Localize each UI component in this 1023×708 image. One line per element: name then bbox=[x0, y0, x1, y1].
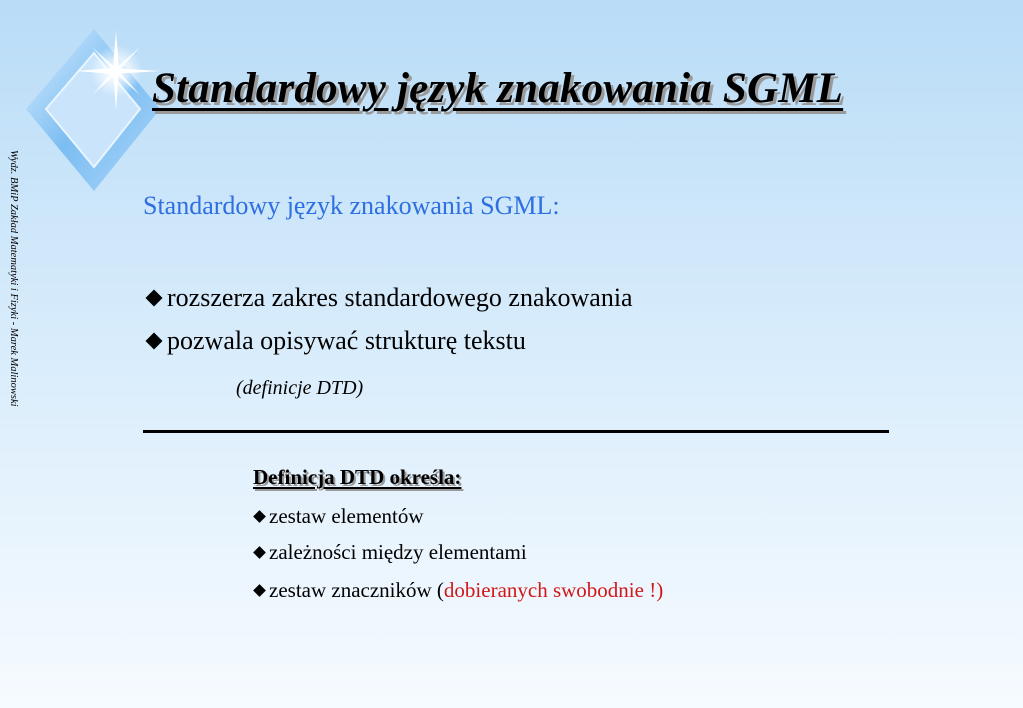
diamond-bullet-icon bbox=[253, 510, 266, 523]
slide-subtitle: Standardowy język znakowania SGML: bbox=[143, 191, 560, 220]
definition-item-text: zależności między elementami bbox=[269, 540, 527, 564]
diamond-bullet-icon bbox=[146, 333, 163, 350]
main-bullet-text: pozwala opisywać strukturę tekstu bbox=[167, 326, 526, 355]
main-bullet-text: rozszerza zakres standardowego znakowania bbox=[167, 283, 633, 312]
diamond-bullet-icon bbox=[146, 290, 163, 307]
main-bullet-item bbox=[143, 283, 633, 313]
divider-line bbox=[143, 430, 889, 433]
diamond-bullet-icon bbox=[253, 546, 266, 559]
definition-heading: Definicja DTD określa: bbox=[253, 465, 462, 489]
dtd-note: (definicje DTD) bbox=[236, 377, 364, 399]
definition-item bbox=[252, 504, 424, 529]
definition-item bbox=[252, 578, 663, 603]
diamond-bullet-icon bbox=[253, 584, 266, 597]
main-bullet-item bbox=[143, 326, 526, 356]
definition-item-suffix: ) bbox=[656, 578, 664, 602]
definition-item-prefix: zestaw znaczników ( bbox=[269, 578, 444, 602]
side-credit: Wydz. BMiP Zakład Matematyki i Fizyki - Marek Malinowski bbox=[8, 150, 19, 407]
highlight-text: dobieranych swobodnie ! bbox=[443, 578, 657, 602]
definition-item-text: zestaw elementów bbox=[269, 504, 424, 528]
slide-title: Standardowy język znakowania SGML bbox=[152, 65, 844, 112]
definition-item bbox=[252, 540, 527, 565]
